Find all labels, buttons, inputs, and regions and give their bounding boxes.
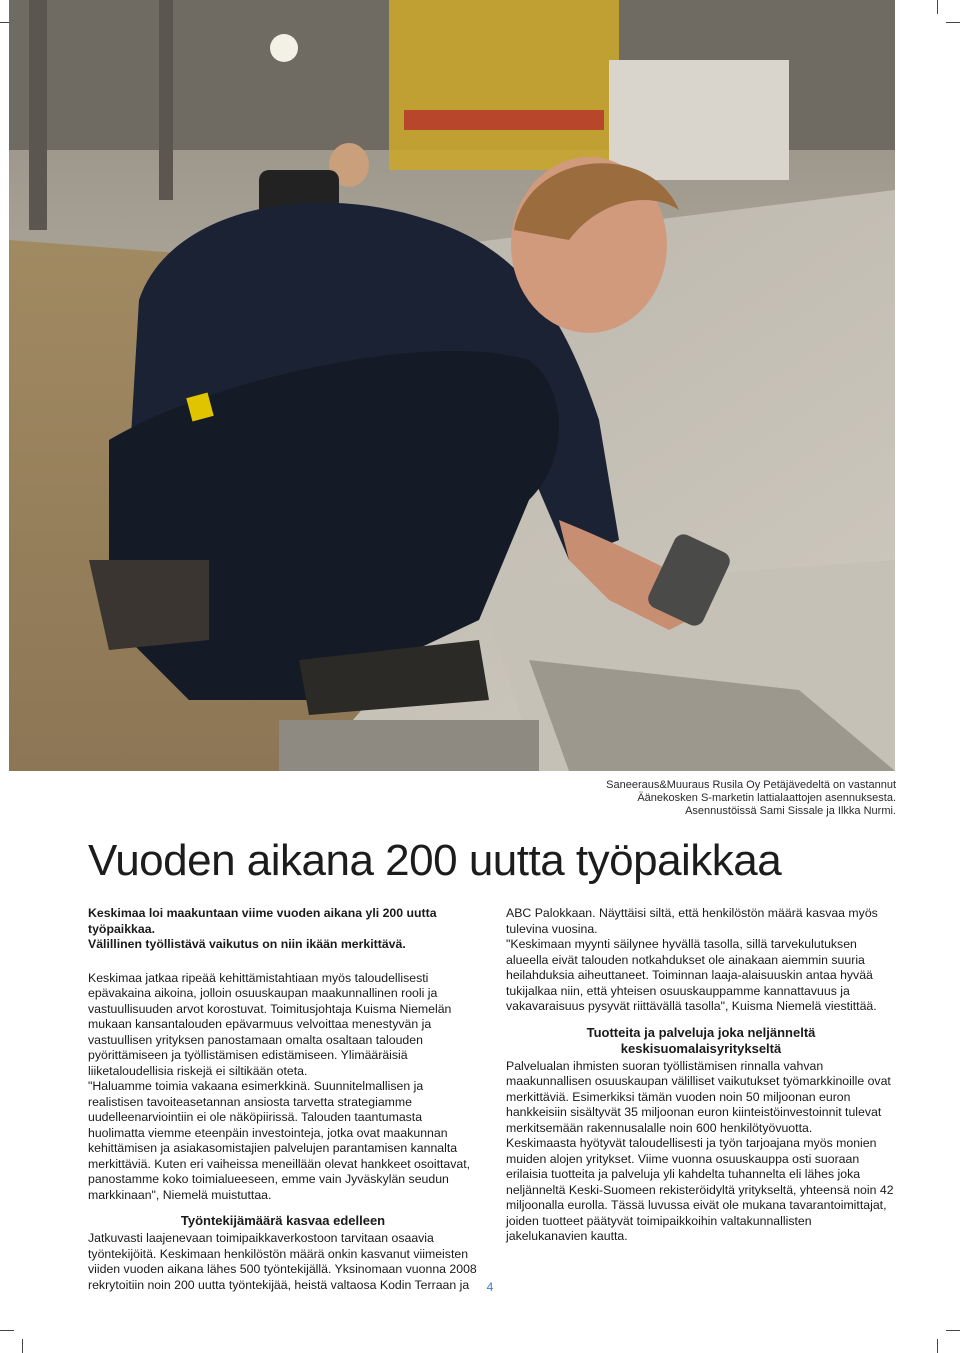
body-paragraph: Palvelualan ihmisten suoran työllistämisen rinnalla vahvan maakunnallisen osuuskaupan välilliset vaikutukset työmarkkinoille ovat merkittäviä. Esimerkiksi tämän vuoden noin 50 miljoonan euron hankkeisiin sisältyvät 35 miljoonan euron kiinteistöinvestoinnit tulevat merkitsemään rakennusalalle noin 600 henkilötyövuotta. bbox=[506, 1058, 891, 1135]
photo-illustration bbox=[9, 0, 895, 771]
section-subheading: Tuotteita ja palveluja joka neljänneltä keskisuomalaisyritykseltä bbox=[586, 1024, 816, 1056]
article-headline: Vuoden aikana 200 uutta työpaikkaa bbox=[88, 836, 782, 885]
crop-mark bbox=[0, 1330, 14, 1331]
crop-mark bbox=[946, 22, 960, 23]
body-paragraph: Keskimaa jatkaa ripeää kehittämistahtiaan myös taloudellisesti epävakaina aikoina, jolloin osuuskaupan maakunnallinen rooli ja vastuullisuuden arvot korostuvat. Toimitusjohtaja Kuisma Niemelän mukaan kansantalouden epävarmuus velvoittaa menestyvän ja vastuullisen yrityksen panostamaan omalta osaltaan talouden pyörittämiseen ja työllistämisen edistämiseen. Ylimääräisiä liiketaloudellisia riskejä ei siltikään oteta. bbox=[88, 970, 452, 1078]
page-number: 4 bbox=[486, 1280, 494, 1294]
lead-paragraph bbox=[88, 906, 478, 953]
photo-caption bbox=[536, 779, 896, 818]
lead-line: Keskimaa loi maakuntaan viime vuoden aikana yli 200 uutta työpaikkaa. bbox=[88, 906, 437, 936]
body-paragraph: ABC Palokkaan. Näyttäisi siltä, että henkilöstön määrä kasvaa myös tulevina vuosina. bbox=[506, 906, 878, 936]
photo-floor-tiler bbox=[9, 0, 895, 771]
body-paragraph: "Keskimaan myynti säilynee hyvällä tasolla, sillä tarvekulutuksen alueella eivät talouden notkahdukset ole ainakaan aiemmin suuria heilahduksia aiheuttaneet. Toiminnan laaja-alaisuuskin antaa hyvää tukijalkaa niin, että yhteisen osuuskauppamme kannattavuus ja vakavaraisuus pysyvät riittävällä tasolla", Kuisma Niemelä viestittää. bbox=[506, 937, 877, 1013]
left-column bbox=[88, 906, 478, 1293]
body-paragraph: Jatkuvasti laajenevaan toimipaikkaverkostoon tarvitaan osaavia työntekijöitä. Keskimaan henkilöstön määrä onkin kasvanut viimeisten viiden vuoden aikana lähes 500 työntekijällä. Yksinomaan vuonna 2008 rekrytoitiin noin 200 uutta työntekijää, heistä valtaosa Kodin Terraan ja bbox=[88, 1231, 477, 1292]
right-column bbox=[506, 906, 896, 1245]
crop-mark bbox=[22, 1339, 23, 1353]
caption-line: Asennustöissä Sami Sissale ja Ilkka Nurmi. bbox=[685, 805, 896, 817]
crop-mark bbox=[946, 1330, 960, 1331]
body-paragraph: Keskimaasta hyötyvät taloudellisesti ja työn tarjoajana myös monien muiden alojen yritykset. Viime vuonna osuuskauppa osti suoraan erilaisia tuotteita ja palveluja yli kahdelta tuhannelta eli lähes joka neljänneltä Keski-Suomeen rekisteröidyltä yritykseltä, yhteensä noin 42 miljoonalla eurolla. Tässä luvussa eivät ole mukana tavarantoimittajat, joiden tuotteet päätyvät toimipaikkoihin valtakunnallisten jakelukanavien kautta. bbox=[506, 1136, 894, 1243]
caption-line: Saneeraus&Muuraus Rusila Oy Petäjävedeltä on vastannut bbox=[606, 779, 896, 791]
section-subheading: Työntekijämäärä kasvaa edelleen bbox=[180, 1213, 386, 1228]
crop-mark bbox=[937, 0, 938, 14]
caption-line: Äänekosken S-marketin lattialaattojen asennuksesta. bbox=[637, 792, 896, 804]
lead-line: Välillinen työllistävä vaikutus on niin ikään merkittävä. bbox=[88, 937, 406, 951]
crop-mark bbox=[937, 1339, 938, 1353]
body-paragraph: "Haluamme toimia vakaana esimerkkinä. Suunnitelmallisen ja realistisen tavoiteasetannan ansiosta tarvetta strategiamme uudelleenarviointiin ei ole näköpiirissä. Talouden taantumasta huolimatta viemme eteenpäin investointeja, jotka ovat maakunnan kehittämisen ja asiakasomistajien palvelujen parantamisen kannalta merkittäviä. Kuten eri vaiheissa meneillään olevat hankkeet osoittavat, panostamme koko toimialueeseen, emme vain Jyväskylän seudun markkinaan", Niemelä muistuttaa. bbox=[88, 1079, 471, 1202]
